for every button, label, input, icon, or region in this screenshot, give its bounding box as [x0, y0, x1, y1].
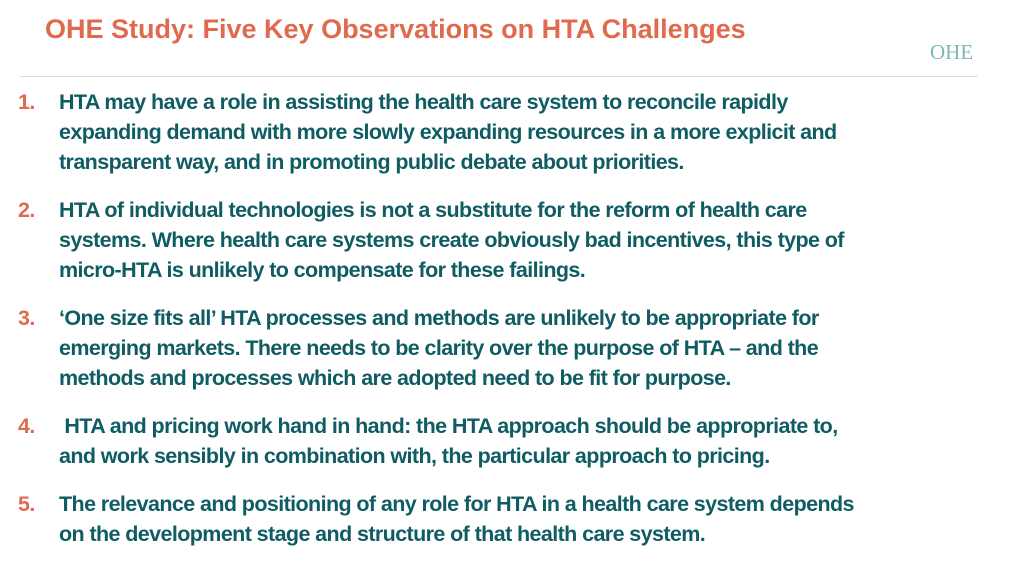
item-number: 3.	[18, 306, 35, 330]
item-line: methods and processes which are adopted need to be fit for purpose.	[59, 366, 731, 390]
item-line: HTA of individual technologies is not a substitute for the reform of health care	[59, 198, 807, 222]
item-text	[59, 489, 1003, 549]
ohe-logo: OHE	[930, 40, 974, 64]
item-text	[59, 87, 1003, 177]
slide-title: OHE Study: Five Key Observations on HTA Challenges	[45, 14, 746, 44]
item-line: micro-HTA is unlikely to compensate for these failings.	[59, 258, 586, 282]
item-line: HTA and pricing work hand in hand: the HTA approach should be appropriate to,	[59, 414, 838, 438]
item-number: 2.	[18, 198, 35, 222]
item-line: on the development stage and structure of that health care system.	[59, 522, 706, 546]
item-line: systems. Where health care systems create obviously bad incentives, this type of	[59, 228, 844, 252]
item-text	[59, 411, 1003, 471]
item-number: 1.	[18, 90, 35, 114]
item-line: expanding demand with more slowly expanding resources in a more explicit and	[59, 120, 837, 144]
item-line: ‘One size fits all’ HTA processes and methods are unlikely to be appropriate for	[59, 306, 819, 330]
item-number: 4.	[18, 414, 35, 438]
item-line: transparent way, and in promoting public debate about priorities.	[59, 150, 684, 174]
title-divider	[20, 76, 978, 77]
list-item	[18, 195, 1003, 285]
item-line: HTA may have a role in assisting the health care system to reconcile rapidly	[59, 90, 788, 114]
item-text	[59, 303, 1003, 393]
item-number: 5.	[18, 492, 35, 516]
item-line: The relevance and positioning of any role for HTA in a health care system depends	[59, 492, 854, 516]
item-text	[59, 195, 1003, 285]
list-item	[18, 87, 1003, 177]
item-line: emerging markets. There needs to be clarity over the purpose of HTA – and the	[59, 336, 819, 360]
list-item	[18, 411, 1003, 471]
list-item	[18, 489, 1003, 549]
item-line: and work sensibly in combination with, the particular approach to pricing.	[59, 444, 770, 468]
observations-list	[18, 87, 1003, 549]
list-item	[18, 303, 1003, 393]
